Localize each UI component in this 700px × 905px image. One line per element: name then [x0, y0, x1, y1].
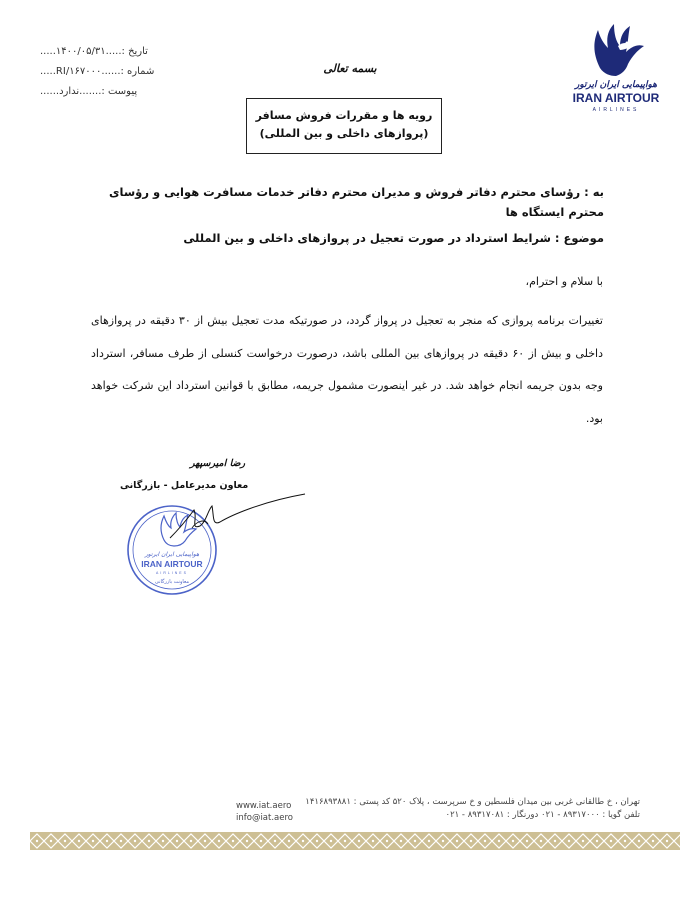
- stamp-dept-text: معاونت بازرگانی: [154, 579, 190, 585]
- number-field: شماره :......۱۶۷۰۰۰/RI.....: [40, 66, 155, 77]
- homa-bird-icon: [556, 16, 676, 116]
- email-link[interactable]: info@iat.aero: [236, 813, 293, 823]
- website-link[interactable]: www.iat.aero: [236, 801, 292, 811]
- handwritten-signature: [160, 488, 310, 548]
- signatory-title: معاون مدیرعامل - بازرگانی: [120, 480, 249, 491]
- logo-brand-text: IRAN AIRTOUR: [572, 91, 660, 105]
- signatory-name: رضا امیرسپهر: [190, 458, 246, 469]
- title-line-2: (پروازهای داخلی و بین المللی): [259, 127, 429, 140]
- decorative-footer-band: [30, 832, 680, 850]
- pattern-band: [30, 832, 680, 850]
- attachment-field: پیوست :.......ندارد......: [40, 86, 138, 97]
- greeting: با سلام و احترام،: [525, 275, 603, 288]
- logo-tagline-text: AIRLINES: [592, 107, 640, 113]
- phone-text: تلفن گویا : ۸۹۳۱۷۰۰۰ - ۰۲۱ دورنگار : ۸۹۳۱۷۰۸۱ - ۰۲۱: [445, 810, 640, 820]
- body-paragraph: تغییرات برنامه پروازی که منجر به تعجیل در پرواز گردد، در صورتیکه مدت تعجیل بیش از ۳۰ دقیقه در پروازهای داخلی و بیش از ۶۰ دقیقه در پروازهای بین المللی باشد، درصورت درخواست کنسلی از طرف مسافر، استرداد وجه بدون جریمه انجام خواهد شد. در غیر اینصورت مشمول جریمه، مطابق با قوانین استرداد این شرکت خواهد بود.: [91, 314, 603, 425]
- title-line-1: رویه ها و مقررات فروش مسافر: [255, 109, 433, 122]
- date-field: تاریخ :.....۱۴۰۰/۰۵/۳۱.....: [40, 46, 148, 57]
- stamp-brand-text: IRAN AIRTOUR: [141, 559, 203, 569]
- stamp-tagline-text: AIRLINES: [156, 571, 188, 575]
- company-logo: [556, 16, 676, 116]
- address-text: تهران ، خ طالقانی غربی بین میدان فلسطین و خ سرپرست ، پلاک ۵۲۰ کد پستی : ۱۴۱۶۸۹۳۸۸۱: [305, 797, 640, 807]
- stamp-persian-text: هواپیمایی ایران ایرتور: [144, 551, 200, 558]
- logo-persian-text: هواپیمایی ایران ایرتور: [575, 80, 657, 90]
- title-box: [246, 98, 442, 154]
- addressee: به : رؤسای محترم دفاتر فروش و مدیران محترم دفاتر خدمات مسافرت هوایی و رؤسای محترم ایستگاه ها: [109, 185, 604, 219]
- contact-address: [300, 796, 640, 822]
- signature-scribble: [160, 488, 310, 548]
- bismillah: بسمه تعالی: [323, 62, 377, 75]
- subject: موضوع : شرایط استرداد در صورت تعجیل در پروازهای داخلی و بین المللی: [183, 231, 604, 245]
- document-meta: [40, 42, 160, 102]
